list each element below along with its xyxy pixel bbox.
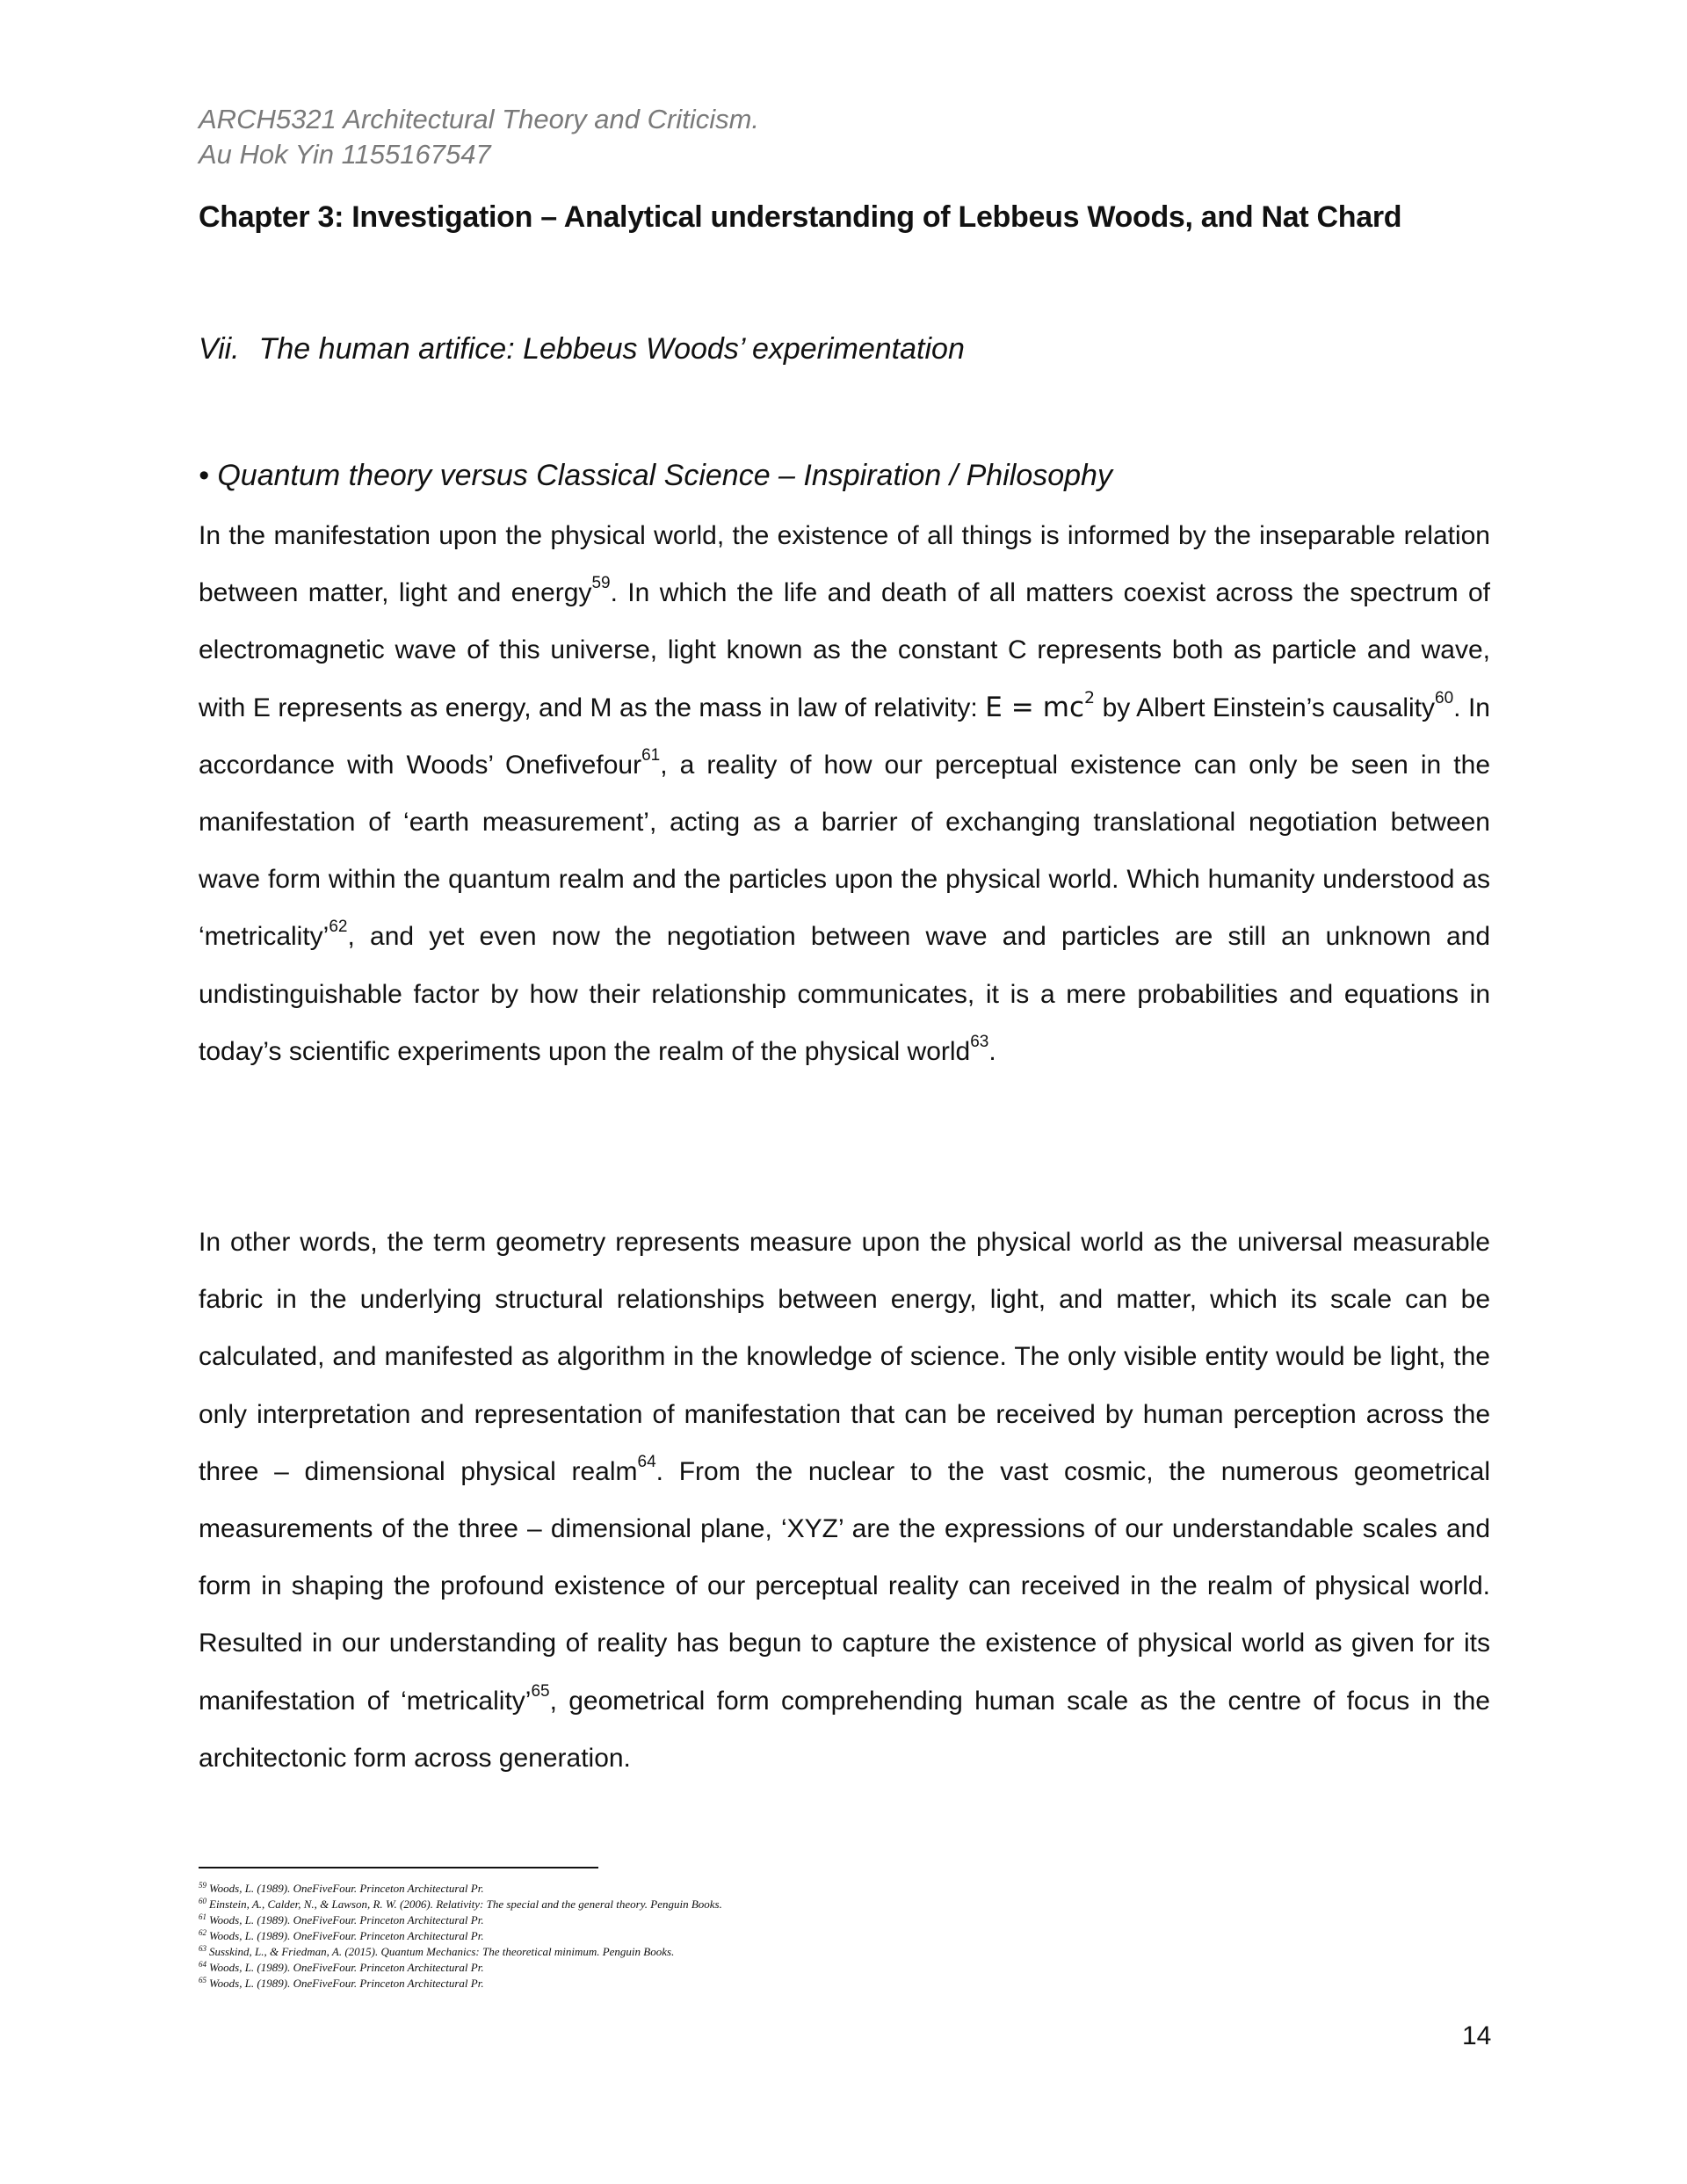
footnote-number: 63 bbox=[199, 1944, 206, 1953]
footnote-number: 61 bbox=[199, 1912, 206, 1921]
paragraph-1 bbox=[199, 507, 1490, 1080]
footnote-ref-60: 60 bbox=[1435, 688, 1454, 707]
footnote-text: Woods, L. (1989). OneFiveFour. Princeton Architectural Pr. bbox=[209, 1913, 484, 1926]
footnote-ref-64: 64 bbox=[637, 1452, 656, 1471]
footnote-number: 64 bbox=[199, 1960, 206, 1969]
para1-text-1: In the manifestation upon the physical world, the existence of all things is informed by the inseparable relation between matter, light and energy bbox=[199, 521, 1490, 608]
header-course: ARCH5321 Architectural Theory and Criticism. bbox=[199, 104, 760, 134]
para1-text-6: , and yet even now the negotiation between wave and particles are still an unknown and undistinguishable factor by how their relationship communicates, it is a mere probabilities and equations in today’s scientific experiments upon the realm of the physical world bbox=[199, 922, 1490, 1066]
header-author: Au Hok Yin 1155167547 bbox=[199, 139, 491, 170]
chapter-title: Chapter 3: Investigation – Analytical understanding of Lebbeus Woods, and Nat Chard bbox=[199, 200, 1402, 234]
paragraph-2 bbox=[199, 1214, 1490, 1787]
footnote-text: Woods, L. (1989). OneFiveFour. Princeton Architectural Pr. bbox=[209, 1882, 484, 1895]
para1-text-5: , a reality of how our perceptual existence can only be seen in the manifestation of ‘earth measurement’, acting as a barrier of exchanging translational negotiation between wave form within the quantum realm and the particles upon the physical world. Which humanity understood as ‘metricality’ bbox=[199, 750, 1490, 952]
footnote-text: Woods, L. (1989). OneFiveFour. Princeton Architectural Pr. bbox=[209, 1977, 484, 1990]
footnote-text: Susskind, L., & Friedman, A. (2015). Quantum Mechanics: The theoretical minimum. Penguin Books. bbox=[209, 1945, 675, 1958]
footnote-ref-61: 61 bbox=[641, 745, 661, 765]
section-heading bbox=[199, 332, 965, 366]
para2-text-3: , geometrical form comprehending human scale as the centre of focus in the architectonic form across generation. bbox=[199, 1686, 1490, 1773]
para1-text-3: by Albert Einstein’s causality bbox=[1095, 693, 1436, 722]
footnote-number: 60 bbox=[199, 1897, 206, 1905]
footnote bbox=[199, 1960, 722, 1976]
footnote-number: 59 bbox=[199, 1881, 206, 1890]
footnote bbox=[199, 1912, 722, 1928]
para2-text-2: . From the nuclear to the vast cosmic, the numerous geometrical measurements of the three – dimensional plane, ‘XYZ’ are the expressions of our understandable scales and form in shaping the profound existence of our perceptual reality can received in the realm of physical world. Resulted in our understanding of reality has begun to capture the existence of physical world as given for its manifestation of ‘metricality’ bbox=[199, 1456, 1490, 1716]
footnote bbox=[199, 1944, 722, 1960]
footnote-text: Woods, L. (1989). OneFiveFour. Princeton Architectural Pr. bbox=[209, 1961, 484, 1974]
footnote-ref-63: 63 bbox=[970, 1032, 989, 1051]
equation-base: E = mc bbox=[985, 691, 1085, 723]
equation-exponent: 2 bbox=[1084, 687, 1096, 707]
para2-text-1: In other words, the term geometry represents measure upon the physical world as the universal measurable fabric in the underlying structural relationships between energy, light, and matter, which its scale can be calculated, and manifested as algorithm in the knowledge of science. The only visible entity would be light, the only interpretation and representation of manifestation that can be received by human perception across the three – dimensional physical realm bbox=[199, 1228, 1490, 1486]
footnote-ref-62: 62 bbox=[329, 918, 348, 937]
footnote-ref-59: 59 bbox=[591, 574, 611, 593]
footnote-text: Woods, L. (1989). OneFiveFour. Princeton Architectural Pr. bbox=[209, 1929, 484, 1942]
equation bbox=[985, 687, 1096, 723]
para1-text-4: . In accordance with Woods’ Onefivefour bbox=[199, 693, 1490, 780]
footnote bbox=[199, 1928, 722, 1944]
para1-text-7: . bbox=[988, 1036, 996, 1066]
footnote-text: Einstein, A., Calder, N., & Lawson, R. W. (2006). Relativity: The special and the general theory. Penguin Books. bbox=[209, 1897, 722, 1911]
footnote bbox=[199, 1881, 722, 1897]
footnotes bbox=[199, 1881, 722, 1992]
para1-text-2: . In which the life and death of all matters coexist across the spectrum of electromagnetic wave of this universe, light known as the constant C represents both as particle and wave, with E represents as energy, and M as the mass in law of relativity: bbox=[199, 578, 1490, 722]
footnote-ref-65: 65 bbox=[531, 1681, 550, 1701]
section-number: Vii. bbox=[199, 332, 240, 366]
footnote-divider bbox=[199, 1867, 598, 1868]
footnote-number: 62 bbox=[199, 1928, 206, 1937]
footnote bbox=[199, 1976, 722, 1992]
footnote bbox=[199, 1897, 722, 1912]
subsection-heading: • Quantum theory versus Classical Science – Inspiration / Philosophy bbox=[199, 459, 1112, 492]
section-title: The human artifice: Lebbeus Woods’ experimentation bbox=[258, 332, 965, 366]
page-number: 14 bbox=[1462, 2021, 1492, 2050]
footnote-number: 65 bbox=[199, 1976, 206, 1984]
